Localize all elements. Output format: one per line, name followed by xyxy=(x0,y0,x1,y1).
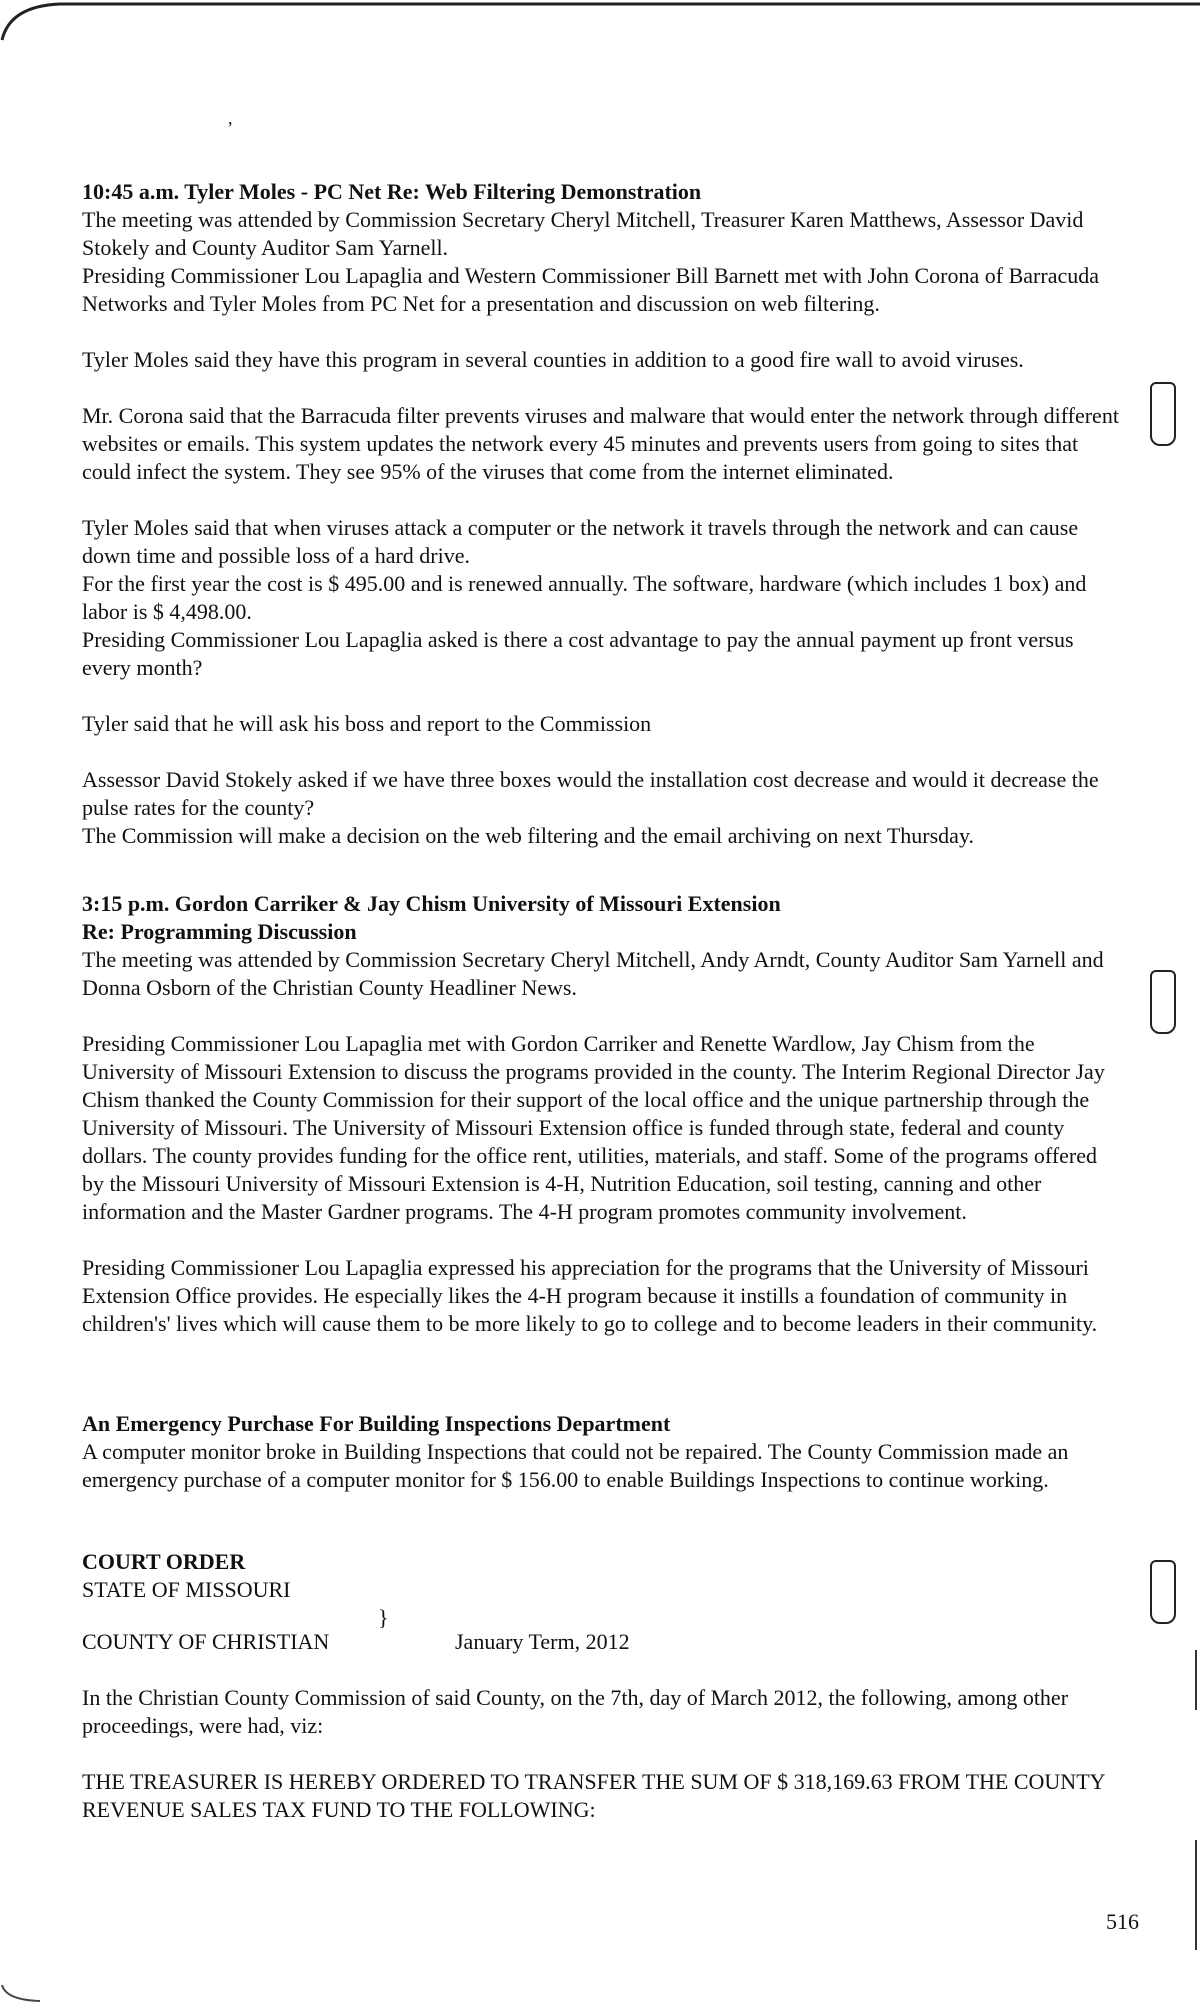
paragraph: Assessor David Stokely asked if we have three boxes would the installation cost decrease and would it decrease the pulse rates for the county? xyxy=(82,767,1099,820)
section-heading: 3:15 p.m. Gordon Carriker & Jay Chism University of Missouri Extension xyxy=(82,891,781,916)
term-line: January Term, 2012 xyxy=(455,1629,630,1654)
paragraph: Tyler Moles said that when viruses attack a computer or the network it travels through the network and can cause down time and possible loss of a hard drive. xyxy=(82,515,1079,568)
paragraph: Presiding Commissioner Lou Lapaglia and Western Commissioner Bill Barnett met with John Corona of Barracuda Networks and Tyler Moles from PC Net for a presentation and discussion on web filtering. xyxy=(82,263,1099,316)
court-order-body xyxy=(82,1684,1122,1824)
scan-edge-mark xyxy=(1195,1840,1197,1950)
section-subheading: Re: Programming Discussion xyxy=(82,919,357,944)
paragraph: THE TREASURER IS HEREBY ORDERED TO TRANSFER THE SUM OF $ 318,169.63 FROM THE COUNTY REVENUE SALES TAX FUND TO THE FOLLOWING: xyxy=(82,1769,1105,1822)
paragraph: Presiding Commissioner Lou Lapaglia expressed his appreciation for the programs that the University of Missouri Extension Office provides. He especially likes the 4-H program because it instills a foundation of community in children's' lives which will cause them to be more likely to go to college and to become leaders in their community. xyxy=(82,1255,1098,1336)
stray-mark: , xyxy=(228,108,233,128)
paragraph: Presiding Commissioner Lou Lapaglia asked is there a cost advantage to pay the annual payment up front versus every month? xyxy=(82,627,1074,680)
brace: } xyxy=(378,1605,389,1630)
paragraph: The meeting was attended by Commission Secretary Cheryl Mitchell, Andy Arndt, County Auditor Sam Yarnell and Donna Osborn of the Christian County Headliner News. xyxy=(82,947,1104,1000)
tyler-moles-section xyxy=(82,178,1122,850)
paragraph: For the first year the cost is $ 495.00 and is renewed annually. The software, hardware (which includes 1 box) and labor is $ 4,498.00. xyxy=(82,571,1087,624)
emergency-purchase-section xyxy=(82,1410,1122,1494)
county-line: COUNTY OF CHRISTIAN xyxy=(82,1629,330,1654)
section-heading: An Emergency Purchase For Building Inspections Department xyxy=(82,1411,671,1436)
page-number: 516 xyxy=(1106,1909,1139,1934)
scan-edge-mark xyxy=(1195,1650,1197,1710)
paragraph: In the Christian County Commission of said County, on the 7th, day of March 2012, the following, among other proceedings, were had, viz: xyxy=(82,1685,1069,1738)
section-heading: 10:45 a.m. Tyler Moles - PC Net Re: Web Filtering Demonstration xyxy=(82,179,702,204)
paragraph: The meeting was attended by Commission Secretary Cheryl Mitchell, Treasurer Karen Matthews, Assessor David Stokely and County Auditor Sam Yarnell. xyxy=(82,207,1084,260)
binder-hole xyxy=(1150,382,1176,446)
paragraph: The Commission will make a decision on the web filtering and the email archiving on next Thursday. xyxy=(82,823,975,848)
court-order-heading: COURT ORDER xyxy=(82,1549,246,1574)
paragraph: Mr. Corona said that the Barracuda filter prevents viruses and malware that would enter the network through different websites or emails. This system updates the network every 45 minutes and prevents users from going to sites that could infect the system. They see 95% of the viruses that come from the internet eliminated. xyxy=(82,403,1119,484)
paragraph: Tyler Moles said they have this program in several counties in addition to a good fire wall to avoid viruses. xyxy=(82,347,1024,372)
paragraph: A computer monitor broke in Building Inspections that could not be repaired. The County Commission made an emergency purchase of a computer monitor for $ 156.00 to enable Buildings Inspections to continue working. xyxy=(82,1439,1069,1492)
binder-hole xyxy=(1150,1560,1176,1624)
state-line: STATE OF MISSOURI xyxy=(82,1577,291,1602)
paragraph: Presiding Commissioner Lou Lapaglia met with Gordon Carriker and Renette Wardlow, Jay Chism from the University of Missouri Extension to discuss the programs provided in the county. The Interim Regional Director Jay Chism thanked the County Commission for their support of the local office and the unique partnership through the University of Missouri. The University of Missouri Extension office is funded through state, federal and county dollars. The county provides funding for the office rent, utilities, materials, and staff. Some of the programs offered by the Missouri University of Missouri Extension is 4-H, Nutrition Education, soil testing, canning and other information and the Master Gardner programs. The 4-H program promotes community involvement. xyxy=(82,1031,1105,1224)
paragraph: Tyler said that he will ask his boss and report to the Commission xyxy=(82,711,652,736)
court-order-section xyxy=(82,1548,1122,1604)
extension-section xyxy=(82,890,1122,1338)
binder-hole xyxy=(1150,970,1176,1034)
